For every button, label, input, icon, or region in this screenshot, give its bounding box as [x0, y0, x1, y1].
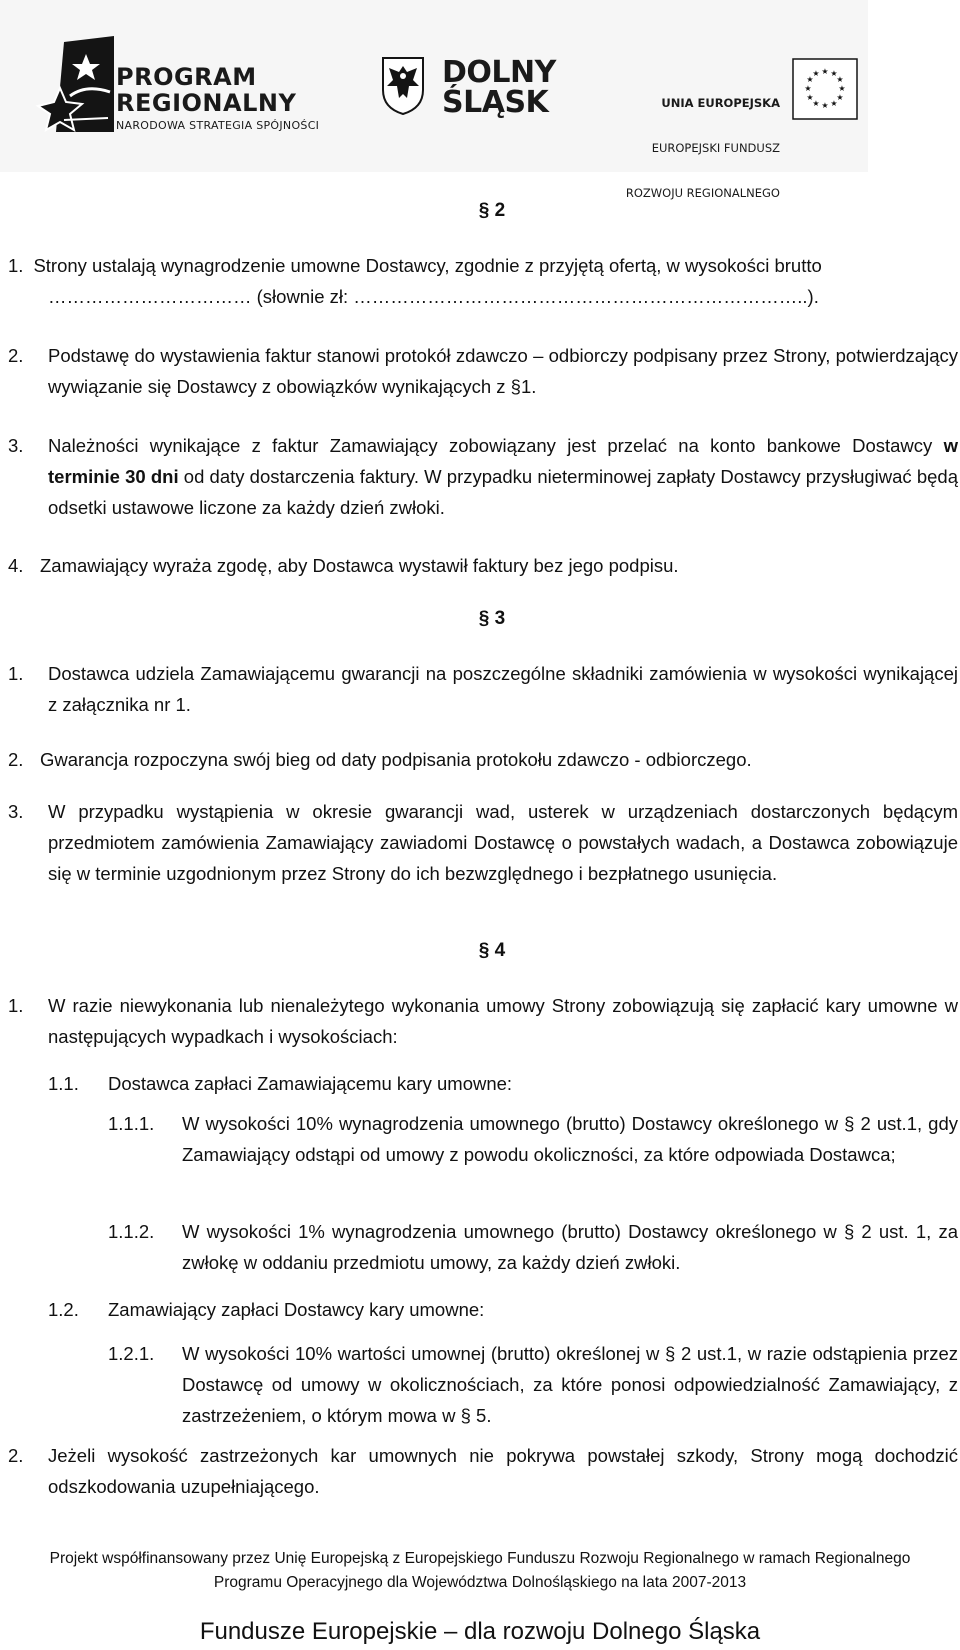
- program-title-line2: REGIONALNY: [116, 89, 297, 117]
- s2-p1-number: 1.: [8, 255, 24, 276]
- eu-line-3: ROZWOJU REGIONALNEGO: [625, 186, 780, 200]
- region-title-line1: DOLNY: [442, 55, 556, 90]
- s3-p3-number: 3.: [8, 801, 24, 822]
- s2-p3-text-b: od daty dostarczenia faktury. W przypadku nieterminowej zapłaty Dostawcy przysługiwać będą odsetki ustawowe liczone za każdy dzień zwłoki.: [48, 466, 958, 518]
- s2-p3-text: [48, 430, 958, 523]
- s3-paragraph-2: [8, 744, 958, 775]
- s2-paragraph-1: [8, 250, 958, 281]
- s2-p3-payment-term: w terminie 30 dni: [48, 435, 958, 487]
- s2-p1-text: Strony ustalają wynagrodzenie umowne Dostawcy, zgodnie z przyjętą ofertą, w wysokości brutto: [33, 255, 822, 276]
- section-heading-3: § 3: [478, 608, 506, 629]
- footer-line-1: Projekt współfinansowany przez Unię Europejską z Europejskiego Funduszu Rozwoju Regionalnego w ramach Regionalnego: [49, 1550, 911, 1567]
- s2-p4-number: 4.: [8, 555, 24, 576]
- program-title-line1: PROGRAM: [116, 63, 257, 91]
- s2-paragraph-1-amount: [48, 281, 948, 312]
- s3-p1-text: Dostawca udziela Zamawiającemu gwarancji na poszczególne składniki zamówienia w wysokości wynikającej z załącznika nr 1.: [48, 663, 958, 715]
- s4-paragraph-1-1-2: [108, 1216, 958, 1278]
- s4-p1-1-1-text: W wysokości 10% wynagrodzenia umownego (brutto) Dostawcy określonego w § 2 ust.1, gdy Zamawiający odstąpi od umowy z powodu okoliczności, za które odpowiada Dostawca;: [182, 1113, 958, 1165]
- s3-p3-text: W przypadku wystąpienia w okresie gwarancji wad, usterek w urządzeniach dostarczonych będącym przedmiotem zamówienia Zamawiający zawiadomi Dostawcę o powstałych wadach, a Dostawca zobowiązuje się w terminie uzgodnionym przez Strony do ich bezwzględnego i bezpłatnego usunięcia.: [48, 801, 958, 884]
- svg-text:★: ★: [821, 101, 829, 110]
- eu-flag-icon: [792, 58, 858, 120]
- svg-text:★: ★: [812, 99, 820, 108]
- s4-paragraph-1: [8, 990, 958, 1052]
- s2-p1-amount-line: …………………………… (słownie zł: ………………………………………………………………..).: [48, 286, 819, 307]
- s4-paragraph-1-2: [48, 1294, 948, 1325]
- eu-line-1: UNIA EUROPEJSKA: [661, 96, 780, 110]
- footer-slogan: Fundusze Europejskie – dla rozwoju Dolnego Śląska: [199, 1618, 761, 1645]
- svg-text:★: ★: [804, 84, 812, 93]
- s4-p2-text: Jeżeli wysokość zastrzeżonych kar umownych nie pokrywa powstałej szkody, Strony mogą dochodzić odszkodowania uzupełniającego.: [48, 1445, 958, 1497]
- s4-p1-2-1-number: 1.2.1.: [108, 1343, 155, 1364]
- svg-text:★: ★: [836, 75, 844, 84]
- program-regionalny-logo: [34, 36, 324, 136]
- s2-p4-text: Zamawiający wyraża zgodę, aby Dostawca wystawił faktury bez jego podpisu.: [40, 555, 679, 576]
- cofinancing-footer-note: [0, 1547, 960, 1595]
- section-heading-4: § 4: [478, 940, 506, 961]
- s2-paragraph-3: [8, 430, 958, 523]
- svg-text:★: ★: [830, 99, 838, 108]
- s4-p1-1-number: 1.1.: [48, 1073, 79, 1094]
- svg-text:★: ★: [830, 69, 838, 78]
- s4-p1-1-text: Dostawca zapłaci Zamawiającemu kary umowne:: [108, 1073, 513, 1094]
- s4-p1-1-2-text: W wysokości 1% wynagrodzenia umownego (brutto) Dostawcy określonego w § 2 ust. 1, za zwłokę w oddaniu przedmiotu umowy, za każdy dzień zwłoki.: [182, 1221, 958, 1273]
- s2-p3-number: 3.: [8, 435, 24, 456]
- s4-p1-1-2-number: 1.1.2.: [108, 1221, 155, 1242]
- program-subtitle: NARODOWA STRATEGIA SPÓJNOŚCI: [116, 119, 320, 132]
- svg-text:★: ★: [836, 93, 844, 102]
- s3-paragraph-3: [8, 796, 958, 889]
- footer-line-2: Programu Operacyjnego dla Województwa Dolnośląskiego na lata 2007-2013: [213, 1574, 747, 1591]
- s2-paragraph-4: [8, 550, 958, 581]
- s4-p1-2-number: 1.2.: [48, 1299, 79, 1320]
- eu-logo: [600, 58, 860, 200]
- region-title-line2: ŚLĄSK: [442, 85, 549, 120]
- s4-p1-number: 1.: [8, 995, 24, 1016]
- svg-text:★: ★: [806, 75, 814, 84]
- s4-paragraph-1-1: [48, 1068, 948, 1099]
- s4-p1-text: W razie niewykonania lub nienależytego wykonania umowy Strony zobowiązują się zapłacić kary umowne w następujących wypadkach i wysokościach:: [48, 995, 958, 1047]
- eu-line-2: EUROPEJSKI FUNDUSZ: [651, 141, 780, 155]
- dolny-slask-logo: [380, 56, 560, 120]
- s3-paragraph-1: [8, 658, 958, 720]
- s4-p1-2-text: Zamawiający zapłaci Dostawcy kary umowne:: [108, 1299, 485, 1320]
- eagle-coat-of-arms-icon: [380, 56, 426, 116]
- s4-paragraph-1-1-1: [108, 1108, 958, 1170]
- s2-p2-text: Podstawę do wystawienia faktur stanowi protokół zdawczo – odbiorczy podpisany przez Strony, potwierdzający wywiązanie się Dostawcy z obowiązków wynikających z §1.: [48, 345, 958, 397]
- s2-p3-text-a: Należności wynikające z faktur Zamawiający zobowiązany jest przelać na konto bankowe Dostawcy: [48, 435, 944, 456]
- svg-text:★: ★: [838, 84, 846, 93]
- s4-p2-number: 2.: [8, 1445, 24, 1466]
- section-heading-2: § 2: [478, 200, 506, 221]
- s3-p1-number: 1.: [8, 663, 24, 684]
- svg-text:★: ★: [821, 67, 829, 76]
- svg-text:★: ★: [812, 69, 820, 78]
- s4-paragraph-2: [8, 1440, 958, 1502]
- svg-text:★: ★: [806, 93, 814, 102]
- s2-p2-number: 2.: [8, 345, 24, 366]
- header-logo-band: [0, 0, 868, 200]
- s3-p2-text: Gwarancja rozpoczyna swój bieg od daty podpisania protokołu zdawczo - odbiorczego.: [40, 749, 752, 770]
- s4-p1-1-1-number: 1.1.1.: [108, 1113, 155, 1134]
- s3-p2-number: 2.: [8, 749, 24, 770]
- s4-p1-2-1-text: W wysokości 10% wartości umownej (brutto) określonej w § 2 ust.1, w razie odstąpienia przez Dostawcę od umowy w okolicznościach, za które ponosi odpowiedzialność Zamawiający, z zastrzeżeniem, o którym mowa w § 5.: [182, 1343, 958, 1426]
- s2-paragraph-2: [8, 340, 958, 402]
- s4-paragraph-1-2-1: [108, 1338, 958, 1431]
- program-regionalny-emblem-icon: [34, 36, 116, 136]
